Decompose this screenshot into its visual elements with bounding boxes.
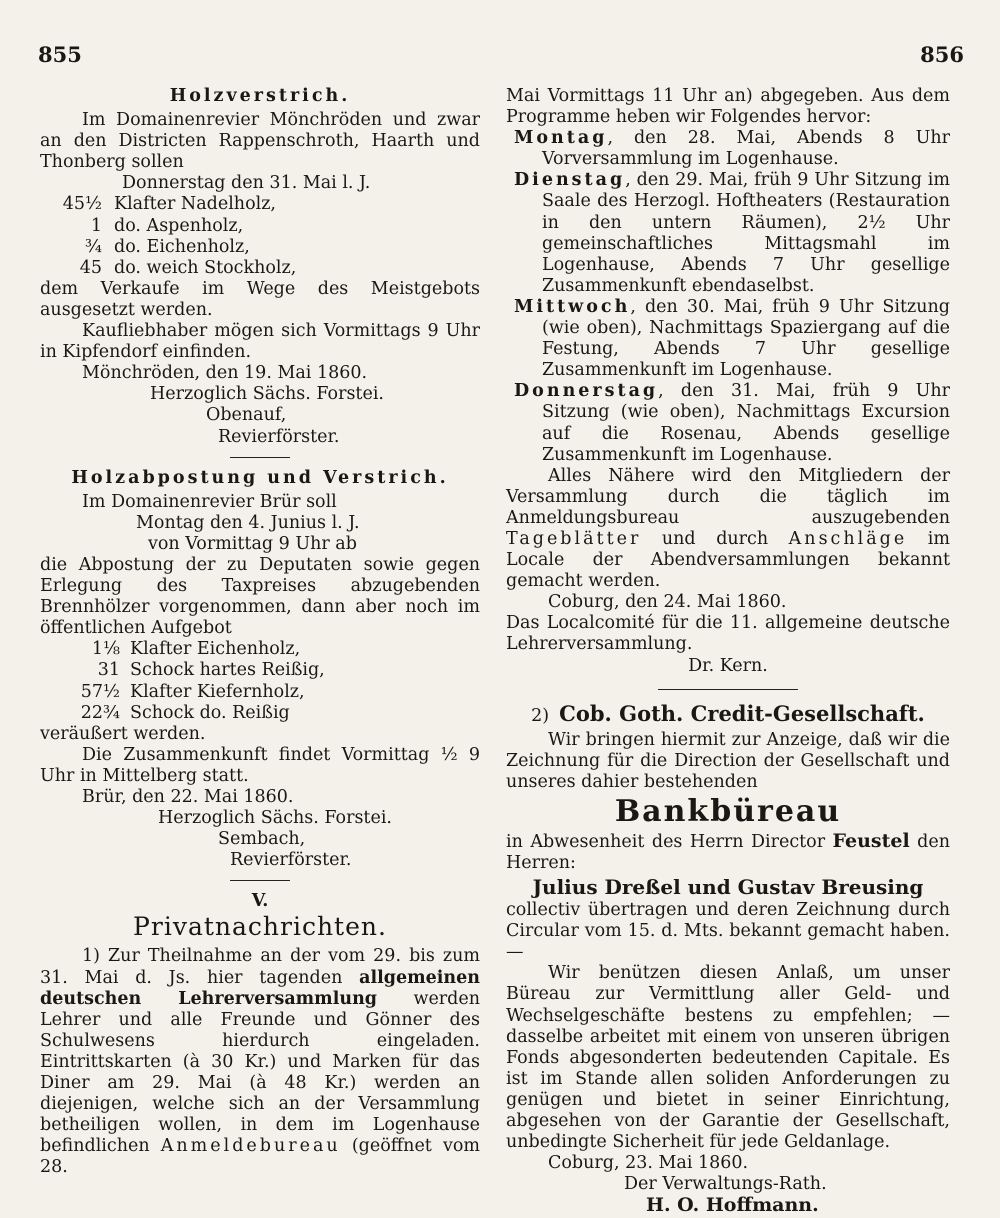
divider <box>658 689 798 690</box>
program-day: Mittwoch, den 30. Mai, früh 9 Uhr Sitzung (wie oben), Nachmittags Spaziergang auf die Festung, Abends 7 Uhr gesellige Zusammenkunft im Logenhause. <box>514 296 950 381</box>
divider <box>230 457 290 458</box>
wood-list-2 <box>40 639 480 723</box>
section-title-holzabpostung: Holzabpostung und Verstrich. <box>71 467 449 488</box>
board-name: Der Verwaltungs-Rath. <box>624 1174 827 1195</box>
divider <box>230 880 290 881</box>
list-item: 31 Schock hartes Reißig, <box>97 660 325 681</box>
signature-name: Dr. Kern. <box>688 655 768 676</box>
paragraph: dem Verkaufe im Wege des Meistgebots ausgesetzt werden. <box>40 278 480 320</box>
section-title-privatnachrichten: Privatnachrichten. <box>133 912 387 942</box>
paragraph: veräußert werden. <box>40 723 206 744</box>
signature-role: Revierförster. <box>230 850 352 871</box>
program-day: Montag, den 28. Mai, Abends 8 Uhr Vorversammlung im Logenhause. <box>514 128 950 170</box>
list-item: 45½ Klafter Nadelholz, <box>62 194 276 215</box>
paragraph: Wir bringen hiermit zur Anzeige, daß wir die Zeichnung für die Direction der Gesellschaft und unseres dahier bestehenden <box>506 729 950 792</box>
place-date: Coburg, den 24. Mai 1860. <box>548 592 787 613</box>
auction-time: von Vormittag 9 Uhr ab <box>148 533 357 554</box>
section-number: V. <box>251 891 269 912</box>
paragraph: collectiv übertragen und deren Zeichnung durch Circular vom 15. d. Mts. bekannt gemacht haben. — <box>506 900 950 963</box>
list-item: 45 do. weich Stockholz, <box>79 257 297 278</box>
signature-name: H. O. Hoffmann. <box>646 1194 819 1217</box>
authority: Herzoglich Sächs. Forstei. <box>150 384 384 405</box>
director-names: Julius Dreßel und Gustav Breusing <box>532 875 924 900</box>
auction-date: Donnerstag den 31. Mai l. J. <box>122 173 371 194</box>
signature-name: Sembach, <box>218 829 306 850</box>
list-item: 1⅛ Klafter Eichenholz, <box>91 639 301 660</box>
program-day: Dienstag, den 29. Mai, früh 9 Uhr Sitzung im Saale des Herzogl. Hoftheaters (Restauration in den untern Räumen), 2½ Uhr gemeinschaftliches Mittagsmahl im Logenhause, Abends 7 Uhr gesellige Zusammenkunft ebendaselbst. <box>514 170 950 296</box>
list-item: ¾ do. Eichenholz, <box>85 236 250 257</box>
paragraph: Wir benützen diesen Anlaß, um unser Büreau zur Vermittlung aller Geld- und Wechselgeschäfte bestens zu empfehlen; — dasselbe arbeitet mit einem von unseren übrigen Fonds abgesonderten bedeutenden Capitale. Es ist im Stande allen soliden Anforderungen zu genügen und bietet in seiner Einrichtung, abgesehen von der Garantie der Gesellschaft, unbedingte Sicherheit für jede Geldanlage. <box>506 963 950 1153</box>
list-item: 1 do. Aspenholz, <box>90 215 244 236</box>
paragraph: Alles Nähere wird den Mitgliedern der Versammlung durch die täglich im Anmeldungsbureau auszugebenden Tageblätter und durch Anschläge im Locale der Abendversammlungen bekannt gemacht werden. <box>506 465 950 592</box>
paragraph: in Abwesenheit des Herrn Director Feustel den Herren: <box>506 829 950 873</box>
list-item: 57½ Klafter Kiefernholz, <box>80 681 305 702</box>
place-date: Mönchröden, den 19. Mai 1860. <box>82 363 368 384</box>
left-column <box>40 86 480 1179</box>
program-day: Donnerstag, den 31. Mai, früh 9 Uhr Sitzung (wie oben), Nachmittags Excursion auf die Rosenau, Abends gesellige Zusammenkunft im Logenhause. <box>514 381 950 465</box>
auction-date: Montag den 4. Junius l. J. <box>136 512 360 533</box>
list-item: 22¾ Schock do. Reißig <box>80 702 290 723</box>
paragraph: Die Zusammenkunft findet Vormittag ½ 9 Uhr in Mittelberg statt. <box>40 744 480 786</box>
notice-title-credit-gesellschaft: 2) Cob. Goth. Credit-Gesellschaft. <box>531 700 925 726</box>
page-number-right: 856 <box>920 42 964 67</box>
wood-list-1 <box>40 194 480 278</box>
notice-lehrerversammlung: 1) Zur Theilnahme an der vom 29. bis zum 31. Mai d. Js. hier tagenden allgemeinen deutschen Lehrerversammlung werden Lehrer und alle Freunde und Gönner des Schulwesens hierdurch eingeladen. Eintrittskarten (à 30 Kr.) und Marken für das Diner am 29. Mai (à 48 Kr.) werden an diejenigen, welche sich an der Versammlung betheiligen wollen, in dem im Logenhause befindlichen Anmeldebureau (geöffnet vom 28. <box>40 946 480 1178</box>
committee: Das Localcomité für die 11. allgemeine deutsche Lehrerversammlung. <box>506 613 950 655</box>
section-title-holzverstrich: Holzverstrich. <box>169 86 351 106</box>
place-date: Brür, den 22. Mai 1860. <box>82 787 294 807</box>
page-number-left: 855 <box>38 42 82 67</box>
paragraph: die Abpostung der zu Deputaten sowie gegen Erlegung des Taxpreises abzugebenden Brennhölzer vorgenommen, dann aber noch im öffentlichen Aufgebot <box>40 554 480 639</box>
bankbureau-heading: Bankbüreau <box>614 793 842 829</box>
paragraph: Im Domainenrevier Mönchröden und zwar an den Districten Rappenschroth, Haarth und Thonberg sollen <box>40 110 480 173</box>
paragraph: Im Domainenrevier Brür soll <box>82 491 337 512</box>
right-column <box>506 86 950 1217</box>
place-date: Coburg, 23. Mai 1860. <box>548 1153 749 1174</box>
authority: Herzoglich Sächs. Forstei. <box>158 808 392 829</box>
signature-name: Obenauf, <box>206 405 287 426</box>
signature-role: Revierförster. <box>218 426 340 447</box>
paragraph: Mai Vormittags 11 Uhr an) abgegeben. Aus dem Programme heben wir Folgendes hervor: <box>506 86 950 128</box>
paragraph: Kaufliebhaber mögen sich Vormittags 9 Uhr in Kipfendorf einfinden. <box>40 321 480 363</box>
